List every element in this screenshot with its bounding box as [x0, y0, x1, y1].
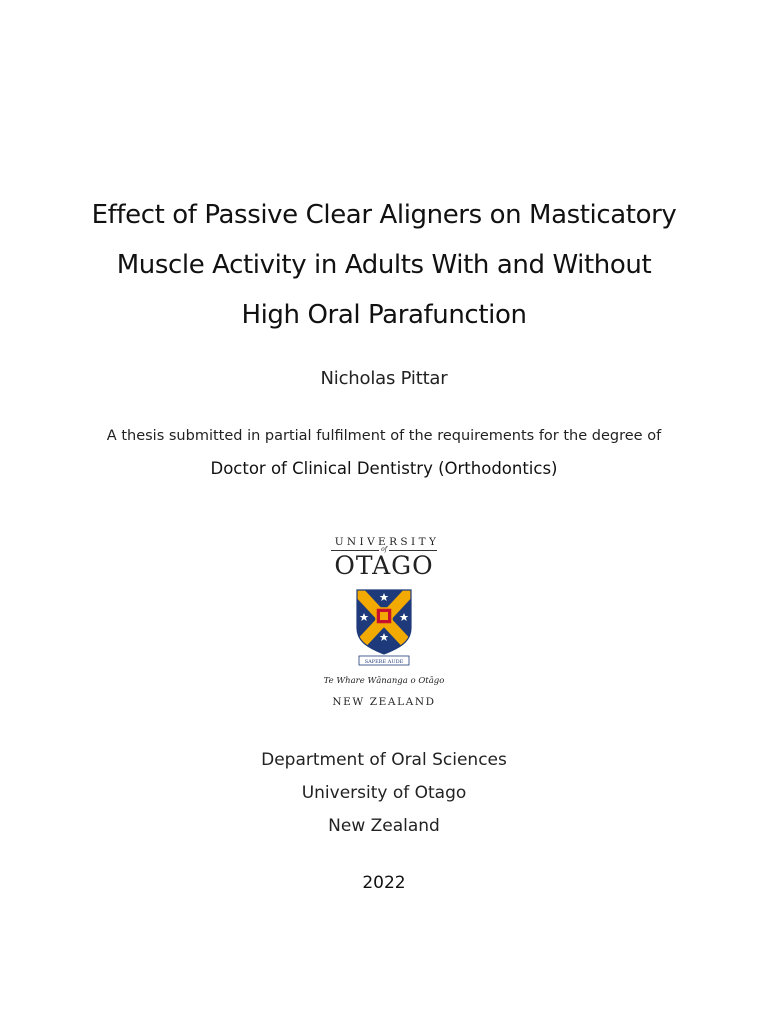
- title-line-3: High Oral Parafunction: [241, 300, 527, 330]
- submission-statement: A thesis submitted in partial fulfilment of the requirements for the degree of: [106, 428, 662, 444]
- author-name: Nicholas Pittar: [320, 368, 448, 389]
- logo-otago-word: OTAGO: [334, 551, 434, 580]
- title-line-2: Muscle Activity in Adults With and Without: [116, 250, 652, 280]
- university-crest-icon: [355, 588, 413, 666]
- affiliation-university: University of Otago: [301, 783, 467, 803]
- logo-maori-name: Te Whare Wānanga o Otāgo: [323, 676, 445, 686]
- title-line-1: Effect of Passive Clear Aligners on Masticatory: [91, 200, 677, 230]
- affiliation-department: Department of Oral Sciences: [261, 750, 507, 770]
- logo-university-word: UNIVERSITY: [334, 536, 440, 548]
- affiliation-block: [0, 747, 768, 846]
- university-logo: [309, 534, 459, 714]
- motto-text: SAPERE AUDE: [364, 659, 404, 665]
- degree-name: Doctor of Clinical Dentistry (Orthodontics): [210, 459, 558, 478]
- logo-country: NEW ZEALAND: [332, 696, 436, 708]
- logo-of-word: of: [381, 546, 387, 553]
- submission-year: 2022: [362, 873, 406, 893]
- thesis-title: [60, 190, 708, 340]
- affiliation-country: New Zealand: [328, 816, 440, 836]
